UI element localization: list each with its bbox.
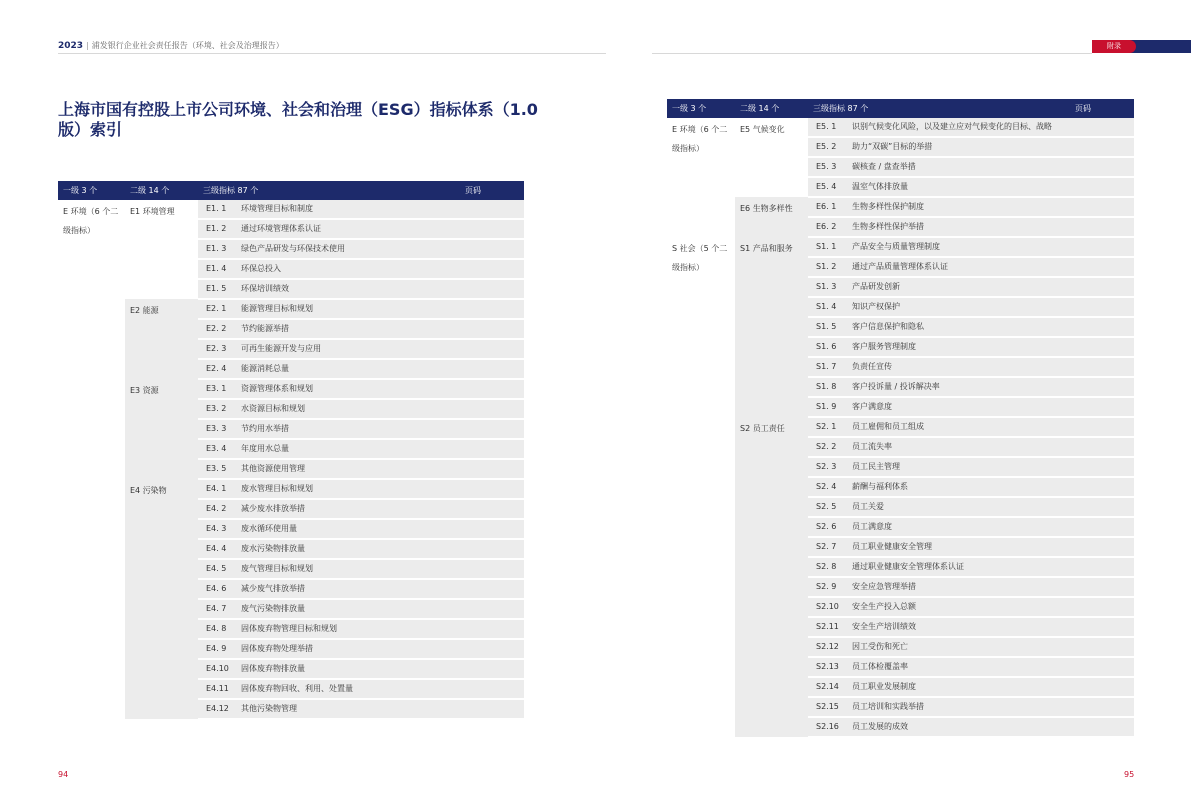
indicator-code: E5. 1 (808, 118, 847, 137)
page-ref-cell (460, 639, 524, 659)
page-ref-cell (1070, 157, 1134, 177)
indicator-code: E3. 2 (198, 399, 236, 419)
header-page: 页码 (1070, 99, 1134, 118)
level2-cell: E2 能源 (125, 299, 198, 379)
header-level3: 三级指标 87 个 (808, 99, 1070, 118)
indicator-name: 安全应急管理举措 (847, 577, 1070, 597)
indicator-code: S2.16 (808, 717, 847, 737)
indicator-name: 安全生产投入总额 (847, 597, 1070, 617)
header-level1: 一级 3 个 (58, 181, 125, 200)
indicator-code: E4. 9 (198, 639, 236, 659)
indicator-code: E4.11 (198, 679, 236, 699)
level1-cell: S 社会（5 个二级指标） (672, 244, 728, 272)
page-ref-cell (1070, 457, 1134, 477)
indicator-code: S2. 8 (808, 557, 847, 577)
page-ref-cell (1070, 357, 1134, 377)
header-separator: | (86, 41, 89, 50)
indicator-name: 其他资源使用管理 (236, 459, 460, 479)
indicator-name: 水资源目标和规划 (236, 399, 460, 419)
page-ref-cell (1070, 717, 1134, 737)
indicator-code: E1. 1 (198, 200, 236, 219)
indicator-code: S2.11 (808, 617, 847, 637)
page-ref-cell (460, 319, 524, 339)
indicator-code: S2.15 (808, 697, 847, 717)
indicator-code: E4. 8 (198, 619, 236, 639)
header-level2: 二级 14 个 (125, 181, 198, 200)
indicator-code: S2. 4 (808, 477, 847, 497)
indicator-name: 固体废弃物处理举措 (236, 639, 460, 659)
indicator-name: 节约能源举措 (236, 319, 460, 339)
table-row (667, 417, 1134, 437)
page-ref-cell (1070, 237, 1134, 257)
page-ref-cell (1070, 697, 1134, 717)
indicator-name: 环保培训绩效 (236, 279, 460, 299)
page-ref-cell (460, 619, 524, 639)
indicator-name: 其他污染物管理 (236, 699, 460, 719)
page-ref-cell (460, 559, 524, 579)
indicator-name: 减少废气排放举措 (236, 579, 460, 599)
indicator-code: E2. 4 (198, 359, 236, 379)
indicator-code: S1. 3 (808, 277, 847, 297)
indicator-name: 员工民主管理 (847, 457, 1070, 477)
indicator-name: 员工职业发展制度 (847, 677, 1070, 697)
indicator-code: E4. 5 (198, 559, 236, 579)
indicator-name: 通过产品质量管理体系认证 (847, 257, 1070, 277)
esg-index-table-right (667, 99, 1134, 738)
indicator-code: E3. 3 (198, 419, 236, 439)
page-ref-cell (1070, 637, 1134, 657)
indicator-name: 因工受伤和死亡 (847, 637, 1070, 657)
indicator-code: E4. 7 (198, 599, 236, 619)
indicator-name: 员工培训和实践举措 (847, 697, 1070, 717)
indicator-name: 资源管理体系和规划 (236, 379, 460, 399)
page-ref-cell (460, 519, 524, 539)
page-ref-cell (1070, 577, 1134, 597)
page-ref-cell (460, 459, 524, 479)
indicator-code: E3. 1 (198, 379, 236, 399)
indicator-name: 客户投诉量 / 投诉解决率 (847, 377, 1070, 397)
page-ref-cell (460, 499, 524, 519)
level2-cell: S1 产品和服务 (735, 237, 808, 417)
indicator-name: 减少废水排放举措 (236, 499, 460, 519)
esg-index-table-left (58, 181, 524, 720)
page-ref-cell (1070, 137, 1134, 157)
indicator-name: 废气污染物排放量 (236, 599, 460, 619)
page-ref-cell (460, 419, 524, 439)
indicator-code: E4.12 (198, 699, 236, 719)
page-ref-cell (460, 399, 524, 419)
indicator-name: 生物多样性保护制度 (847, 197, 1070, 217)
page-ref-cell (1070, 437, 1134, 457)
page-ref-cell (1070, 377, 1134, 397)
page-ref-cell (1070, 657, 1134, 677)
page-title: 上海市国有控股上市公司环境、社会和治理（ESG）指标体系（1.0 版）索引 (58, 100, 538, 139)
level1-cell: E 环境（6 个二级指标） (63, 207, 119, 235)
appendix-tab[interactable]: 附录 (1092, 40, 1136, 53)
indicator-name: 废水循环使用量 (236, 519, 460, 539)
page-ref-cell (1070, 217, 1134, 237)
page-ref-cell (460, 479, 524, 499)
indicator-code: S2.14 (808, 677, 847, 697)
indicator-code: E5. 2 (808, 137, 847, 157)
page-ref-cell (1070, 397, 1134, 417)
page-ref-cell (1070, 557, 1134, 577)
indicator-name: 通过职业健康安全管理体系认证 (847, 557, 1070, 577)
indicator-name: 通过环境管理体系认证 (236, 219, 460, 239)
indicator-code: E2. 1 (198, 299, 236, 319)
indicator-code: E4. 4 (198, 539, 236, 559)
indicator-code: E2. 2 (198, 319, 236, 339)
level2-cell: E3 资源 (125, 379, 198, 479)
table-row (58, 200, 524, 219)
report-title: 浦发银行企业社会责任报告（环境、社会及治理报告） (91, 41, 284, 50)
page-ref-cell (1070, 477, 1134, 497)
indicator-name: 客户信息保护和隐私 (847, 317, 1070, 337)
indicator-name: 碳核查 / 盘查举措 (847, 157, 1070, 177)
indicator-code: S1. 4 (808, 297, 847, 317)
page-ref-cell (460, 219, 524, 239)
indicator-code: E1. 2 (198, 219, 236, 239)
page-ref-cell (460, 539, 524, 559)
indicator-code: S1. 6 (808, 337, 847, 357)
level2-cell: E6 生物多样性 (735, 197, 808, 237)
indicator-code: S2. 2 (808, 437, 847, 457)
page-ref-cell (460, 699, 524, 719)
indicator-name: 废气管理目标和规划 (236, 559, 460, 579)
indicator-name: 固体废弃物管理目标和规划 (236, 619, 460, 639)
indicator-name: 员工雇佣和员工组成 (847, 417, 1070, 437)
indicator-name: 可再生能源开发与应用 (236, 339, 460, 359)
indicator-code: S1. 8 (808, 377, 847, 397)
page-ref-cell (460, 679, 524, 699)
indicator-code: S1. 7 (808, 357, 847, 377)
table-row (58, 379, 524, 399)
indicator-name: 节约用水举措 (236, 419, 460, 439)
page-number-left: 94 (58, 770, 69, 779)
indicator-code: E1. 4 (198, 259, 236, 279)
indicator-name: 员工满意度 (847, 517, 1070, 537)
indicator-name: 识别气候变化风险，以及建立应对气候变化的目标、战略 (847, 118, 1070, 137)
header-page: 页码 (460, 181, 524, 200)
indicator-name: 员工关爱 (847, 497, 1070, 517)
indicator-code: E4.10 (198, 659, 236, 679)
indicator-code: S2. 9 (808, 577, 847, 597)
indicator-name: 员工体检覆盖率 (847, 657, 1070, 677)
page-ref-cell (1070, 297, 1134, 317)
level2-cell: S2 员工责任 (735, 417, 808, 737)
indicator-name: 员工职业健康安全管理 (847, 537, 1070, 557)
page-ref-cell (460, 659, 524, 679)
page-number-right: 95 (1124, 770, 1135, 779)
table-row (58, 479, 524, 499)
page-ref-cell (460, 339, 524, 359)
page-ref-cell (1070, 497, 1134, 517)
header-divider-left (58, 53, 606, 54)
level2-cell: E5 气候变化 (740, 125, 785, 134)
page-ref-cell (1070, 317, 1134, 337)
indicator-name: 固体废弃物排放量 (236, 659, 460, 679)
indicator-name: 固体废弃物回收、利用、处置量 (236, 679, 460, 699)
indicator-code: E4. 6 (198, 579, 236, 599)
page-ref-cell (1070, 177, 1134, 197)
page-ref-cell (1070, 197, 1134, 217)
indicator-code: S1. 9 (808, 397, 847, 417)
page-ref-cell (460, 379, 524, 399)
indicator-code: E5. 3 (808, 157, 847, 177)
indicator-code: S1. 5 (808, 317, 847, 337)
page-ref-cell (460, 359, 524, 379)
indicator-name: 助力“双碳”目标的举措 (847, 137, 1070, 157)
table-row (58, 299, 524, 319)
page-ref-cell (1070, 537, 1134, 557)
indicator-name: 员工流失率 (847, 437, 1070, 457)
page-ref-cell (1070, 417, 1134, 437)
header-level2: 二级 14 个 (735, 99, 808, 118)
indicator-code: E3. 4 (198, 439, 236, 459)
indicator-name: 废水管理目标和规划 (236, 479, 460, 499)
indicator-name: 绿色产品研发与环保技术使用 (236, 239, 460, 259)
indicator-code: S2. 7 (808, 537, 847, 557)
indicator-name: 温室气体排放量 (847, 177, 1070, 197)
level2-cell: E4 污染物 (125, 479, 198, 719)
table-row (667, 118, 1134, 137)
indicator-code: E1. 3 (198, 239, 236, 259)
indicator-name: 薪酬与福利体系 (847, 477, 1070, 497)
indicator-name: 能源消耗总量 (236, 359, 460, 379)
page-ref-cell (460, 239, 524, 259)
header-divider-right (652, 53, 1092, 54)
page-ref-cell (1070, 257, 1134, 277)
page-ref-cell (1070, 118, 1134, 137)
indicator-name: 废水污染物排放量 (236, 539, 460, 559)
indicator-code: S2. 6 (808, 517, 847, 537)
indicator-code: E3. 5 (198, 459, 236, 479)
page-ref-cell (460, 279, 524, 299)
indicator-name: 环保总投入 (236, 259, 460, 279)
indicator-code: S2.13 (808, 657, 847, 677)
indicator-name: 客户满意度 (847, 397, 1070, 417)
page-ref-cell (460, 579, 524, 599)
indicator-code: S2. 3 (808, 457, 847, 477)
indicator-code: E6. 1 (808, 197, 847, 217)
page-ref-cell (460, 259, 524, 279)
page-ref-cell (460, 599, 524, 619)
indicator-name: 年度用水总量 (236, 439, 460, 459)
page-ref-cell (1070, 337, 1134, 357)
report-year: 2023 (58, 41, 84, 51)
table-row (667, 237, 1134, 257)
indicator-code: E1. 5 (198, 279, 236, 299)
report-header (58, 40, 284, 51)
header-level3: 三级指标 87 个 (198, 181, 460, 200)
indicator-code: S2. 1 (808, 417, 847, 437)
indicator-name: 客户服务管理制度 (847, 337, 1070, 357)
indicator-code: E4. 1 (198, 479, 236, 499)
level1-cell: E 环境（6 个二级指标） (672, 125, 728, 153)
page-ref-cell (1070, 677, 1134, 697)
page-ref-cell (1070, 517, 1134, 537)
indicator-code: S2.10 (808, 597, 847, 617)
indicator-name: 员工发展的成效 (847, 717, 1070, 737)
indicator-name: 安全生产培训绩效 (847, 617, 1070, 637)
indicator-name: 产品安全与质量管理制度 (847, 237, 1070, 257)
indicator-name: 生物多样性保护举措 (847, 217, 1070, 237)
indicator-name: 知识产权保护 (847, 297, 1070, 317)
indicator-code: E6. 2 (808, 217, 847, 237)
indicator-code: S2.12 (808, 637, 847, 657)
page-ref-cell (460, 299, 524, 319)
level2-cell: E1 环境管理 (130, 207, 175, 216)
page-ref-cell (1070, 617, 1134, 637)
indicator-name: 能源管理目标和规划 (236, 299, 460, 319)
indicator-code: S1. 1 (808, 237, 847, 257)
indicator-code: S2. 5 (808, 497, 847, 517)
page-ref-cell (1070, 597, 1134, 617)
indicator-code: E4. 2 (198, 499, 236, 519)
indicator-name: 产品研发创新 (847, 277, 1070, 297)
indicator-name: 负责任宣传 (847, 357, 1070, 377)
page-ref-cell (1070, 277, 1134, 297)
header-level1: 一级 3 个 (667, 99, 735, 118)
indicator-code: E4. 3 (198, 519, 236, 539)
table-row (667, 197, 1134, 217)
indicator-code: E2. 3 (198, 339, 236, 359)
page-ref-cell (460, 200, 524, 219)
indicator-code: S1. 2 (808, 257, 847, 277)
indicator-code: E5. 4 (808, 177, 847, 197)
page-ref-cell (460, 439, 524, 459)
indicator-name: 环境管理目标和制度 (236, 200, 460, 219)
